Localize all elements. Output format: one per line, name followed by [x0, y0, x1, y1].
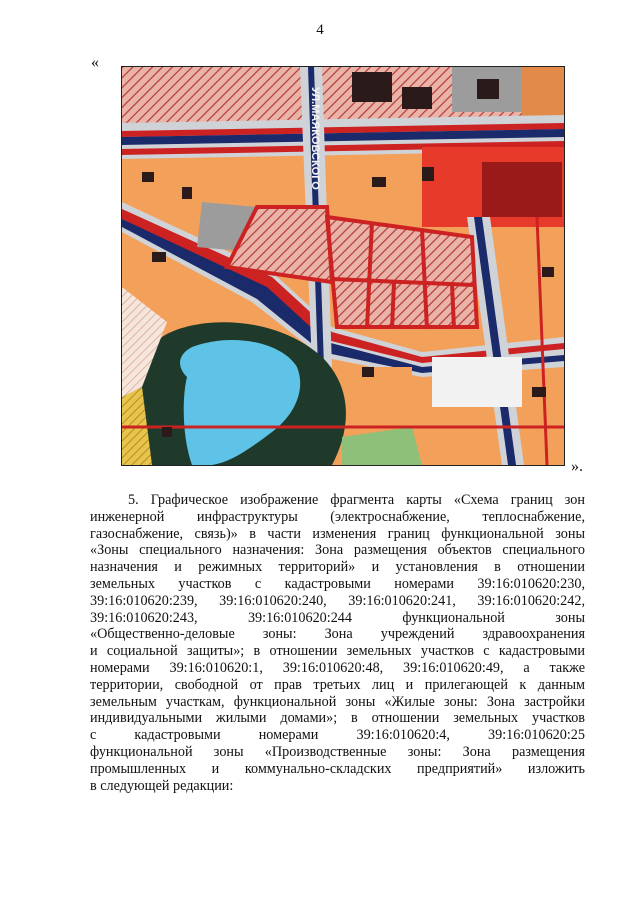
- paragraph-line: 39:16:010620:243, 39:16:010620:244 функциональной зоны: [90, 609, 585, 626]
- paragraph-line: с кадастровыми номерами 39:16:010620:4, 39:16:010620:25: [90, 727, 585, 744]
- opening-quote-mark: «: [91, 54, 99, 71]
- paragraph-line: земельным участкам, функциональной зоны «Жилые зоны: Зона застройки: [90, 693, 585, 710]
- paragraph-line: территории, свободной от прав третьих лиц и прилегающей к данным: [90, 676, 585, 693]
- paragraph-line: «Общественно-деловые зоны: Зона учреждений здравоохранения: [90, 626, 585, 643]
- paragraph-line: 5. Графическое изображение фрагмента карты «Схема границ зон: [128, 492, 585, 508]
- paragraph-line: инженерной инфраструктуры (электроснабжение, теплоснабжение,: [90, 508, 585, 525]
- paragraph-5: [90, 492, 585, 794]
- map-image: [122, 67, 564, 465]
- map-fragment: [121, 66, 565, 466]
- paragraph-line: 39:16:010620:239, 39:16:010620:240, 39:16:010620:241, 39:16:010620:242,: [90, 592, 585, 609]
- paragraph-line: номерами 39:16:010620:1, 39:16:010620:48, 39:16:010620:49, а также: [90, 659, 585, 676]
- paragraph-line: и социальной защиты»; в отношении земельных участков с кадастровыми: [90, 643, 585, 660]
- paragraph-line: функциональной зоны «Производственные зоны: Зона размещения: [90, 743, 585, 760]
- street-label: УЛ.МАЯКОВСКОГО: [309, 87, 321, 190]
- paragraph-line: назначения и режимных территорий» и установления в отношении: [90, 559, 585, 576]
- paragraph-line: земельных участков с кадастровыми номерами 39:16:010620:230,: [90, 575, 585, 592]
- white-block: [432, 357, 522, 407]
- closing-quote-mark: ».: [571, 458, 583, 475]
- paragraph-line: индивидуальными жилыми домами»; в отношении земельных участков: [90, 710, 585, 727]
- paragraph-line: газоснабжение, связь)» в части изменения границ функциональной зоны: [90, 525, 585, 542]
- paragraph-line: в следующей редакции:: [90, 777, 234, 794]
- paragraph-line: «Зоны специального назначения: Зона размещения объектов специального: [90, 542, 585, 559]
- page-number: 4: [316, 22, 324, 38]
- paragraph-line: промышленных и коммунально-складских предприятий» изложить: [90, 760, 585, 777]
